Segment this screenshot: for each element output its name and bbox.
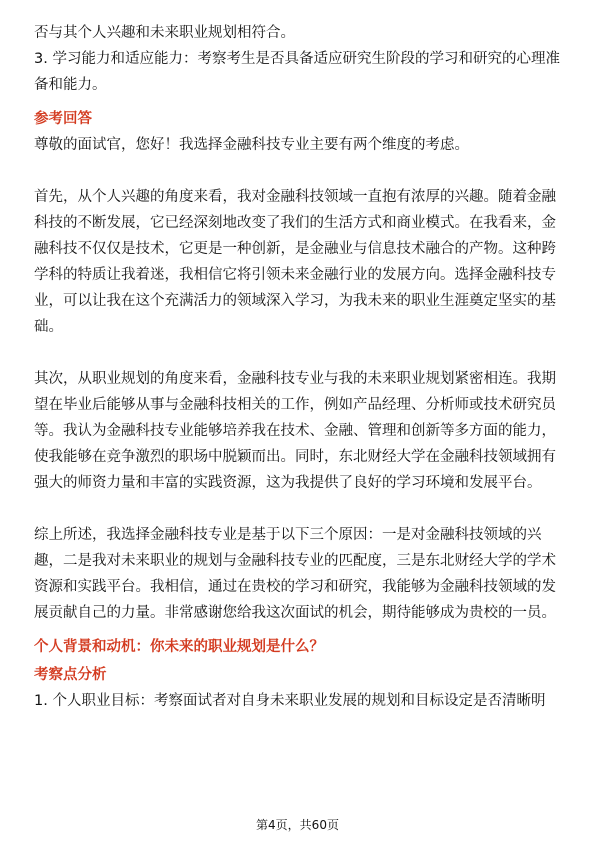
- paragraph-line: 础。: [34, 319, 63, 335]
- greeting-text: 尊敬的面试官，您好！我选择金融科技专业主要有两个维度的考虑。: [34, 137, 469, 153]
- intro-line-3: 备和能力。: [34, 77, 107, 93]
- paragraph-line: 强大的师资力量和丰富的实践资源，这为我提供了良好的学习环境和发展平台。: [34, 475, 542, 491]
- intro-section: [34, 20, 564, 98]
- paragraph-line: 使我能够在竞争激烈的职场中脱颖而出。同时，东北财经大学在金融科技领域拥有: [34, 449, 556, 465]
- analysis-line-1: 1. 个人职业目标：考察面试者对自身未来职业发展的规划和目标设定是否清晰明: [34, 693, 546, 709]
- paragraph-line: 科技的不断发展，它已经深刻地改变了我们的生活方式和商业模式。在我看来，金: [34, 215, 556, 231]
- paragraph-line: 资源和实践平台。我相信，通过在贵校的学习和研究，我能够为金融科技领域的发: [34, 579, 556, 595]
- paragraph-line: 展贡献自己的力量。非常感谢您给我这次面试的机会，期待能够成为贵校的一员。: [34, 605, 556, 621]
- page-footer: 第4页，共60页: [256, 818, 339, 832]
- paragraph-line: 学科的特质让我着迷，我相信它将引领未来金融行业的发展方向。选择金融科技专: [34, 267, 556, 283]
- paragraph-line: 综上所述，我选择金融科技专业是基于以下三个原因：一是对金融科技领域的兴: [34, 527, 542, 543]
- paragraph-line: 融科技不仅仅是技术，它更是一种创新，是金融业与信息技术融合的产物。这种跨: [34, 241, 556, 257]
- intro-line-2: 3. 学习能力和适应能力：考察考生是否具备适应研究生阶段的学习和研究的心理准: [34, 51, 560, 67]
- paragraph-line: 业，可以让我在这个充满活力的领域深入学习，为我未来的职业生涯奠定坚实的基: [34, 293, 556, 309]
- reference-answer-heading: 参考回答: [34, 111, 92, 127]
- intro-line-1: 否与其个人兴趣和未来职业规划相符合。: [34, 25, 295, 41]
- paragraph-line: 首先，从个人兴趣的角度来看，我对金融科技领域一直抱有浓厚的兴趣。随着金融: [34, 189, 556, 205]
- paragraph-line: 等。我认为金融科技专业能够培养我在技术、金融、管理和创新等多方面的能力，: [34, 423, 556, 439]
- analysis-heading: 考察点分析: [34, 667, 107, 683]
- paragraph-line: 其次，从职业规划的角度来看，金融科技专业与我的未来职业规划紧密相连。我期: [34, 371, 556, 387]
- paragraph-line: 趣，二是我对未来职业的规划与金融科技专业的匹配度，三是东北财经大学的学术: [34, 553, 556, 569]
- answer-paragraph-2: [34, 366, 564, 496]
- page-content: [34, 20, 564, 714]
- question-heading: 个人背景和动机：你未来的职业规划是什么？: [34, 639, 324, 655]
- answer-paragraph-3: [34, 522, 564, 626]
- answer-paragraph-1: [34, 184, 564, 340]
- paragraph-line: 望在毕业后能够从事与金融科技相关的工作，例如产品经理、分析师或技术研究员: [34, 397, 556, 413]
